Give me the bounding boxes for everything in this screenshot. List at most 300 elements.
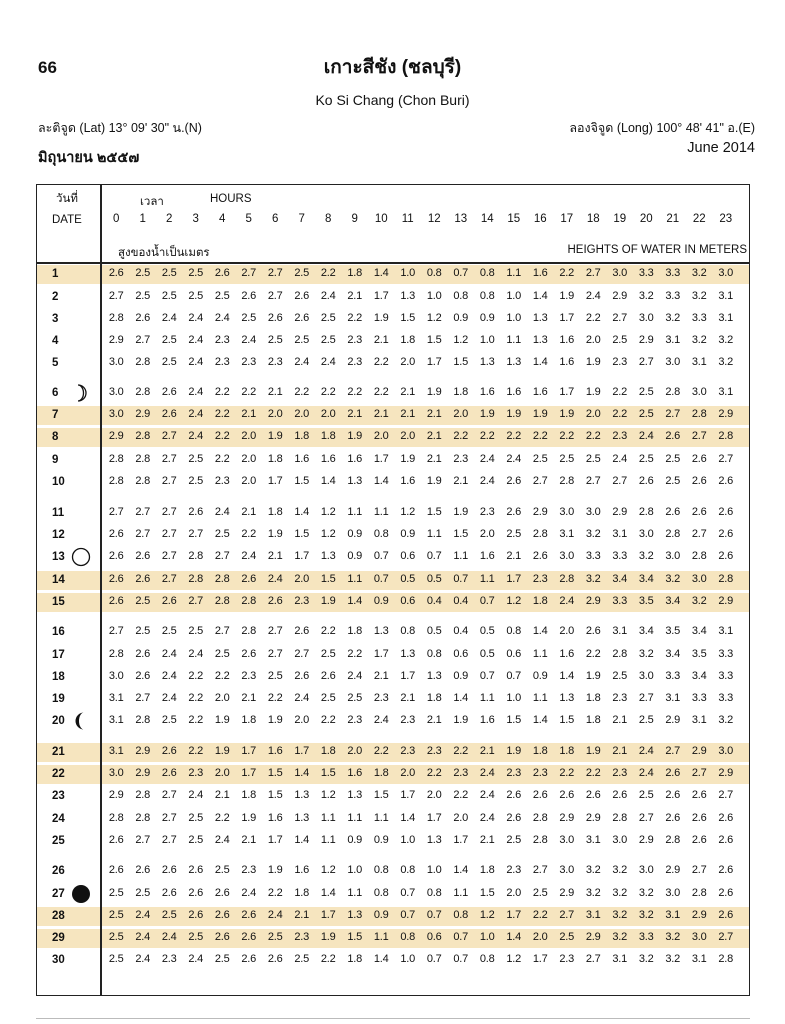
height-cell: 2.5 — [188, 290, 204, 302]
header-rule — [36, 262, 750, 264]
height-cell: 1.7 — [373, 453, 389, 465]
date-cell: 15 — [52, 596, 65, 608]
height-cell: 1.0 — [400, 834, 416, 846]
height-cell: 2.7 — [691, 430, 707, 442]
height-cell: 1.4 — [532, 625, 548, 637]
height-cell: 2.3 — [214, 356, 230, 368]
height-cell: 1.4 — [320, 887, 336, 899]
height-cell: 2.7 — [161, 812, 177, 824]
first-quarter-moon-icon — [70, 382, 92, 404]
height-cell: 2.6 — [691, 834, 707, 846]
height-cell: 2.1 — [453, 475, 469, 487]
height-cell: 3.2 — [665, 931, 681, 943]
height-cell: 2.4 — [320, 356, 336, 368]
height-cell: 1.0 — [479, 334, 495, 346]
height-cell: 2.4 — [188, 953, 204, 965]
date-cell: 30 — [52, 954, 65, 966]
height-cell: 2.8 — [718, 573, 734, 585]
height-cell: 2.6 — [108, 267, 124, 279]
table-row — [103, 573, 739, 585]
height-cell: 3.1 — [665, 909, 681, 921]
height-cell: 0.6 — [453, 648, 469, 660]
height-cell: 0.8 — [453, 290, 469, 302]
height-cell: 2.5 — [320, 648, 336, 660]
height-cell: 2.5 — [188, 453, 204, 465]
height-cell: 1.4 — [294, 767, 310, 779]
height-cell: 1.8 — [241, 714, 257, 726]
height-cell: 2.4 — [638, 430, 654, 442]
height-cell: 2.8 — [108, 312, 124, 324]
height-cell: 2.3 — [241, 670, 257, 682]
height-cell: 1.6 — [400, 475, 416, 487]
height-cell: 2.2 — [532, 430, 548, 442]
height-cell: 2.5 — [638, 714, 654, 726]
height-cell: 2.2 — [214, 386, 230, 398]
height-cell: 3.0 — [638, 312, 654, 324]
height-cell: 1.2 — [506, 595, 522, 607]
height-cell: 2.5 — [638, 789, 654, 801]
height-cell: 1.1 — [479, 692, 495, 704]
height-cell: 2.1 — [267, 386, 283, 398]
height-cell: 1.9 — [320, 595, 336, 607]
height-cell: 2.4 — [294, 356, 310, 368]
height-cell: 3.4 — [665, 595, 681, 607]
date-cell: 8 — [52, 431, 59, 443]
height-cell: 2.9 — [612, 506, 628, 518]
height-cell: 2.2 — [585, 648, 601, 660]
height-cell: 2.5 — [161, 267, 177, 279]
height-cell: 2.8 — [559, 573, 575, 585]
height-cell: 2.4 — [267, 909, 283, 921]
height-cell: 1.3 — [347, 789, 363, 801]
height-cell: 2.8 — [135, 789, 151, 801]
height-cell: 3.2 — [718, 334, 734, 346]
height-cell: 1.8 — [267, 506, 283, 518]
height-cell: 3.3 — [665, 290, 681, 302]
date-cell: 19 — [52, 693, 65, 705]
height-cell: 1.7 — [532, 953, 548, 965]
height-cell: 2.7 — [161, 430, 177, 442]
height-cell: 2.7 — [585, 953, 601, 965]
height-cell: 0.7 — [400, 887, 416, 899]
height-cell: 2.3 — [506, 767, 522, 779]
height-cell: 3.5 — [691, 648, 707, 660]
height-cell: 2.6 — [294, 625, 310, 637]
height-cell: 2.8 — [718, 953, 734, 965]
height-cell: 2.4 — [320, 290, 336, 302]
height-cell: 2.5 — [294, 267, 310, 279]
height-cell: 2.1 — [426, 714, 442, 726]
height-cell: 1.4 — [453, 864, 469, 876]
height-cell: 1.7 — [559, 312, 575, 324]
height-cell: 3.0 — [612, 267, 628, 279]
height-cell: 2.3 — [612, 430, 628, 442]
height-cell: 2.9 — [108, 334, 124, 346]
height-cell: 1.3 — [400, 290, 416, 302]
height-cell: 1.5 — [373, 789, 389, 801]
height-cell: 0.4 — [426, 595, 442, 607]
height-cell: 2.3 — [347, 334, 363, 346]
height-cell: 1.4 — [347, 595, 363, 607]
height-cell: 1.2 — [320, 789, 336, 801]
height-cell: 1.0 — [506, 290, 522, 302]
height-cell: 2.5 — [320, 334, 336, 346]
height-cell: 2.9 — [585, 931, 601, 943]
height-cell: 1.7 — [426, 812, 442, 824]
height-cell: 2.7 — [161, 506, 177, 518]
table-row — [103, 408, 739, 420]
date-cell: 16 — [52, 626, 65, 638]
table-row — [103, 267, 739, 279]
table-row — [103, 648, 739, 660]
height-cell: 2.6 — [320, 670, 336, 682]
height-cell: 1.3 — [294, 812, 310, 824]
height-cell: 2.1 — [479, 745, 495, 757]
height-cell: 2.1 — [241, 692, 257, 704]
height-cell: 0.4 — [453, 595, 469, 607]
height-cell: 2.4 — [188, 334, 204, 346]
height-cell: 2.3 — [294, 595, 310, 607]
height-cell: 2.5 — [532, 887, 548, 899]
height-cell: 2.6 — [241, 290, 257, 302]
hour-label: 18 — [586, 213, 600, 225]
height-cell: 2.7 — [665, 408, 681, 420]
height-header-thai: สูงของน้ำเป็นเมตร — [118, 247, 210, 259]
height-cell: 2.4 — [214, 834, 230, 846]
height-cell: 0.5 — [426, 573, 442, 585]
height-cell: 2.2 — [585, 767, 601, 779]
station-title-en: Ko Si Chang (Chon Buri) — [315, 92, 470, 108]
height-cell: 2.7 — [108, 290, 124, 302]
height-cell: 2.0 — [400, 430, 416, 442]
height-cell: 2.5 — [108, 887, 124, 899]
height-cell: 2.6 — [294, 312, 310, 324]
height-cell: 1.8 — [585, 714, 601, 726]
height-cell: 2.2 — [267, 692, 283, 704]
height-cell: 1.9 — [267, 714, 283, 726]
height-cell: 2.2 — [214, 670, 230, 682]
height-cell: 2.6 — [718, 475, 734, 487]
height-cell: 2.6 — [214, 267, 230, 279]
height-cell: 2.8 — [188, 550, 204, 562]
height-cell: 1.6 — [267, 745, 283, 757]
height-cell: 2.8 — [532, 812, 548, 824]
height-cell: 3.4 — [665, 648, 681, 660]
height-cell: 1.2 — [506, 953, 522, 965]
height-cell: 3.1 — [691, 714, 707, 726]
height-cell: 1.0 — [506, 692, 522, 704]
height-cell: 0.8 — [426, 267, 442, 279]
height-cell: 1.5 — [506, 714, 522, 726]
height-cell: 0.5 — [400, 573, 416, 585]
height-cell: 2.9 — [638, 334, 654, 346]
height-cell: 1.9 — [559, 290, 575, 302]
height-cell: 1.8 — [585, 692, 601, 704]
height-cell: 3.0 — [108, 408, 124, 420]
height-cell: 2.5 — [108, 909, 124, 921]
height-cell: 2.9 — [108, 789, 124, 801]
height-cell: 2.7 — [188, 528, 204, 540]
height-cell: 3.4 — [612, 573, 628, 585]
height-cell: 3.0 — [718, 745, 734, 757]
height-cell: 1.5 — [479, 887, 495, 899]
date-cell: 24 — [52, 813, 65, 825]
height-cell: 2.9 — [718, 408, 734, 420]
height-cell: 2.6 — [188, 887, 204, 899]
height-cell: 1.3 — [532, 334, 548, 346]
date-cell: 25 — [52, 835, 65, 847]
height-cell: 1.1 — [320, 834, 336, 846]
height-cell: 2.5 — [294, 953, 310, 965]
height-cell: 2.1 — [294, 909, 310, 921]
height-cell: 2.2 — [188, 745, 204, 757]
height-cell: 0.7 — [453, 573, 469, 585]
month-label-thai: มิถุนายน ๒๕๕๗ — [38, 150, 140, 166]
height-cell: 2.7 — [612, 312, 628, 324]
height-cell: 2.0 — [479, 528, 495, 540]
height-cell: 2.5 — [532, 453, 548, 465]
height-cell: 3.2 — [585, 573, 601, 585]
height-cell: 2.3 — [453, 767, 469, 779]
height-cell: 2.9 — [585, 812, 601, 824]
height-cell: 0.8 — [400, 864, 416, 876]
table-row — [103, 670, 739, 682]
height-cell: 3.1 — [665, 692, 681, 704]
height-cell: 1.9 — [373, 312, 389, 324]
date-cell: 23 — [52, 790, 65, 802]
height-cell: 3.3 — [691, 312, 707, 324]
height-cell: 1.8 — [400, 334, 416, 346]
date-cell: 10 — [52, 476, 65, 488]
height-cell: 1.5 — [400, 312, 416, 324]
height-cell: 3.2 — [691, 290, 707, 302]
height-cell: 2.4 — [161, 692, 177, 704]
height-cell: 2.6 — [241, 648, 257, 660]
height-cell: 2.6 — [188, 506, 204, 518]
height-cell: 2.3 — [214, 334, 230, 346]
height-cell: 2.6 — [718, 864, 734, 876]
height-cell: 3.4 — [691, 670, 707, 682]
height-cell: 3.2 — [612, 931, 628, 943]
height-cell: 2.0 — [214, 767, 230, 779]
height-cell: 0.9 — [373, 909, 389, 921]
height-cell: 2.5 — [161, 290, 177, 302]
height-cell: 1.0 — [506, 312, 522, 324]
height-cell: 2.5 — [638, 453, 654, 465]
height-cell: 0.7 — [479, 670, 495, 682]
table-row — [103, 931, 739, 943]
height-cell: 3.2 — [612, 864, 628, 876]
height-cell: 2.6 — [108, 528, 124, 540]
height-cell: 2.8 — [108, 812, 124, 824]
height-cell: 2.4 — [479, 453, 495, 465]
height-cell: 3.1 — [612, 625, 628, 637]
height-cell: 2.5 — [135, 887, 151, 899]
height-cell: 1.3 — [320, 550, 336, 562]
height-cell: 3.3 — [718, 648, 734, 660]
height-cell: 2.9 — [559, 812, 575, 824]
height-cell: 2.6 — [135, 670, 151, 682]
height-cell: 2.9 — [665, 714, 681, 726]
height-cell: 2.9 — [532, 506, 548, 518]
height-cell: 1.8 — [294, 430, 310, 442]
height-cell: 2.3 — [453, 453, 469, 465]
height-cell: 1.7 — [400, 670, 416, 682]
height-cell: 1.4 — [532, 290, 548, 302]
height-cell: 1.9 — [532, 408, 548, 420]
height-cell: 0.5 — [426, 625, 442, 637]
height-cell: 1.1 — [320, 812, 336, 824]
height-cell: 2.5 — [135, 267, 151, 279]
station-title-thai: เกาะสีชัง (ชลบุรี) — [323, 57, 462, 78]
height-cell: 1.7 — [373, 290, 389, 302]
height-cell: 3.1 — [718, 386, 734, 398]
table-row — [103, 714, 739, 726]
height-cell: 0.9 — [532, 670, 548, 682]
height-cell: 2.6 — [718, 550, 734, 562]
height-cell: 2.3 — [294, 931, 310, 943]
height-cell: 3.2 — [585, 528, 601, 540]
height-cell: 2.4 — [161, 931, 177, 943]
height-cell: 2.8 — [718, 430, 734, 442]
height-cell: 2.0 — [347, 745, 363, 757]
date-cell: 28 — [52, 910, 65, 922]
height-cell: 1.5 — [294, 475, 310, 487]
height-cell: 3.0 — [665, 887, 681, 899]
height-cell: 1.4 — [506, 931, 522, 943]
height-cell: 2.5 — [161, 909, 177, 921]
height-cell: 1.6 — [479, 386, 495, 398]
height-cell: 2.7 — [161, 573, 177, 585]
height-cell: 3.5 — [638, 595, 654, 607]
height-cell: 2.6 — [506, 506, 522, 518]
height-cell: 1.8 — [453, 386, 469, 398]
height-cell: 2.6 — [188, 909, 204, 921]
date-cell: 11 — [52, 507, 65, 519]
height-cell: 1.4 — [320, 475, 336, 487]
height-cell: 2.1 — [214, 789, 230, 801]
height-cell: 1.3 — [347, 909, 363, 921]
height-cell: 1.1 — [532, 692, 548, 704]
height-cell: 2.4 — [135, 953, 151, 965]
table-row — [103, 595, 739, 607]
height-cell: 2.5 — [267, 931, 283, 943]
height-cell: 3.2 — [718, 356, 734, 368]
height-cell: 2.6 — [691, 506, 707, 518]
height-cell: 2.6 — [532, 789, 548, 801]
height-cell: 2.7 — [294, 648, 310, 660]
hour-label: 11 — [401, 213, 414, 225]
height-cell: 2.1 — [400, 692, 416, 704]
height-cell: 2.8 — [691, 887, 707, 899]
height-cell: 2.4 — [161, 312, 177, 324]
height-cell: 2.1 — [241, 408, 257, 420]
height-cell: 1.7 — [506, 909, 522, 921]
height-cell: 2.6 — [161, 887, 177, 899]
height-cell: 1.6 — [479, 550, 495, 562]
height-cell: 2.4 — [214, 312, 230, 324]
date-cell: 26 — [52, 865, 65, 877]
height-cell: 2.0 — [320, 408, 336, 420]
height-cell: 0.5 — [479, 648, 495, 660]
height-cell: 2.1 — [400, 386, 416, 398]
height-cell: 0.9 — [453, 670, 469, 682]
height-cell: 2.0 — [214, 692, 230, 704]
height-cell: 2.5 — [294, 334, 310, 346]
height-cell: 2.1 — [400, 408, 416, 420]
height-cell: 2.5 — [612, 334, 628, 346]
height-cell: 2.7 — [108, 506, 124, 518]
height-cell: 2.3 — [612, 692, 628, 704]
height-cell: 0.7 — [453, 267, 469, 279]
height-cell: 2.5 — [638, 408, 654, 420]
height-cell: 2.4 — [479, 475, 495, 487]
height-cell: 1.8 — [559, 745, 575, 757]
table-row — [103, 887, 739, 899]
height-cell: 2.7 — [135, 692, 151, 704]
height-cell: 2.5 — [135, 625, 151, 637]
height-cell: 2.6 — [108, 573, 124, 585]
height-cell: 1.8 — [426, 692, 442, 704]
height-cell: 1.9 — [506, 745, 522, 757]
height-cell: 2.8 — [108, 648, 124, 660]
height-cell: 2.6 — [665, 789, 681, 801]
hour-label: 21 — [666, 213, 680, 225]
height-cell: 3.3 — [718, 670, 734, 682]
height-cell: 2.5 — [108, 953, 124, 965]
longitude-label: ลองจิจูด (Long) 100° 48' 41" อ.(E) — [569, 121, 755, 135]
hour-label: 3 — [192, 213, 199, 225]
height-cell: 2.2 — [347, 386, 363, 398]
height-cell: 2.2 — [320, 625, 336, 637]
height-cell: 2.2 — [373, 356, 389, 368]
height-cell: 2.4 — [188, 312, 204, 324]
height-cell: 2.7 — [161, 834, 177, 846]
height-cell: 1.9 — [585, 745, 601, 757]
height-cell: 2.2 — [241, 386, 257, 398]
height-cell: 2.7 — [665, 745, 681, 757]
height-cell: 0.9 — [453, 312, 469, 324]
height-cell: 0.6 — [506, 648, 522, 660]
height-cell: 2.3 — [612, 356, 628, 368]
height-cell: 1.8 — [294, 887, 310, 899]
height-cell: 2.4 — [479, 767, 495, 779]
height-cell: 3.2 — [585, 864, 601, 876]
height-cell: 3.1 — [665, 334, 681, 346]
height-cell: 3.1 — [691, 953, 707, 965]
height-cell: 2.5 — [135, 290, 151, 302]
height-cell: 1.8 — [532, 595, 548, 607]
height-cell: 2.8 — [612, 812, 628, 824]
height-cell: 2.6 — [135, 864, 151, 876]
table-row — [103, 506, 739, 518]
height-cell: 1.0 — [400, 953, 416, 965]
height-cell: 2.0 — [426, 789, 442, 801]
height-cell: 0.9 — [373, 834, 389, 846]
height-cell: 3.2 — [691, 267, 707, 279]
height-cell: 1.3 — [373, 625, 389, 637]
height-cell: 2.6 — [188, 864, 204, 876]
height-cell: 2.9 — [718, 767, 734, 779]
height-cell: 2.4 — [479, 789, 495, 801]
height-cell: 2.6 — [108, 864, 124, 876]
height-cell: 3.1 — [612, 528, 628, 540]
hour-label: 0 — [113, 213, 120, 225]
height-cell: 2.7 — [188, 595, 204, 607]
table-row — [103, 834, 739, 846]
height-cell: 2.5 — [665, 475, 681, 487]
height-cell: 2.1 — [506, 550, 522, 562]
